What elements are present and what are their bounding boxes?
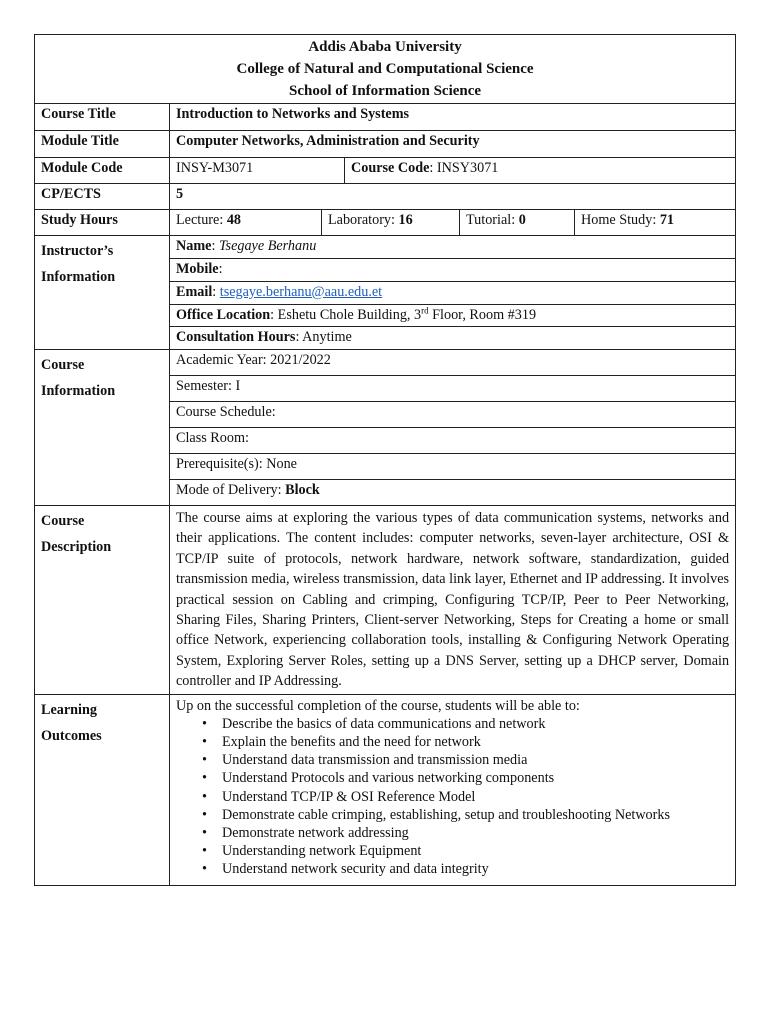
module-title-label: Module Title xyxy=(35,131,170,158)
lecture-label: Lecture: xyxy=(176,212,227,228)
office-floor-suffix: rd xyxy=(421,304,429,315)
class-room: Class Room: xyxy=(170,428,736,454)
consultation-cell xyxy=(170,327,736,350)
outcomes-label-line1: Learning xyxy=(41,701,97,718)
email-link[interactable]: tsegaye.berhanu@aau.edu.et xyxy=(219,283,383,300)
cp-ects-value: 5 xyxy=(170,184,736,210)
name-label: Name xyxy=(176,238,212,254)
instructor-office-cell xyxy=(170,304,736,327)
course-info-label-line1: Course xyxy=(41,357,85,373)
module-title-value: Computer Networks, Administration and Security xyxy=(170,131,736,158)
course-info-table xyxy=(34,34,736,886)
consultation-value: : Anytime xyxy=(295,329,352,346)
outcomes-label-line2: Outcomes xyxy=(41,727,102,744)
list-item: • Understand data transmission and transmission media xyxy=(222,751,729,769)
lab-hours xyxy=(322,210,460,236)
instructor-name: Tsegaye Berhanu xyxy=(218,238,317,254)
cp-ects-label: CP/ECTS xyxy=(35,184,170,210)
prerequisites: Prerequisite(s): None xyxy=(170,454,736,480)
mobile-value: : xyxy=(218,261,223,277)
study-hours-label: Study Hours xyxy=(35,210,170,236)
tutorial-label: Tutorial: xyxy=(466,212,519,228)
lab-value: 16 xyxy=(398,212,413,228)
home-study-label: Home Study: xyxy=(581,212,660,228)
course-title-value: Introduction to Networks and Systems xyxy=(170,104,736,131)
office-label: Office Location xyxy=(176,306,271,323)
outcomes-intro: Up on the successful completion of the course, students will be able to: xyxy=(176,697,580,714)
instructor-name-cell: Name: Tsegaye Berhanu xyxy=(170,236,736,259)
academic-year: Academic Year: 2021/2022 xyxy=(170,350,736,376)
consultation-label: Consultation Hours xyxy=(176,329,296,346)
mode-of-delivery xyxy=(170,480,736,506)
email-label: Email xyxy=(176,283,213,300)
learning-outcomes-label xyxy=(35,694,170,885)
office-value: : Eshetu Chole Building, 3 xyxy=(270,306,422,323)
learning-outcomes-row xyxy=(35,694,736,885)
home-study-value: 71 xyxy=(659,212,675,228)
cp-ects-row xyxy=(35,184,736,210)
delivery-label: Mode of Delivery: xyxy=(176,482,286,498)
module-code-value: INSY-M3071 xyxy=(170,158,345,184)
lecture-value: 48 xyxy=(226,212,241,228)
description-label-line1: Course xyxy=(41,513,85,529)
tutorial-hours xyxy=(460,210,575,236)
instructor-email-cell: Email: tsegaye.berhanu@aau.edu.et xyxy=(170,281,736,304)
instructor-label-line2: Information xyxy=(41,269,116,285)
course-code-value: : INSY3071 xyxy=(429,160,499,176)
list-item: • Explain the benefits and the need for network xyxy=(222,733,729,751)
college-name: College of Natural and Computational Science xyxy=(236,61,534,77)
office-room: Floor, Room #319 xyxy=(428,306,537,323)
study-hours-row xyxy=(35,210,736,236)
course-description-row xyxy=(35,506,736,695)
course-schedule: Course Schedule: xyxy=(170,402,736,428)
instructor-name-row xyxy=(35,236,736,259)
module-code-label: Module Code xyxy=(35,158,170,184)
list-item: • Demonstrate network addressing xyxy=(222,824,729,842)
list-item: • Understand network security and data integrity xyxy=(222,860,729,878)
delivery-value: Block xyxy=(285,482,320,498)
semester: Semester: I xyxy=(170,376,736,402)
course-title-label: Course Title xyxy=(35,104,170,131)
list-item: • Understanding network Equipment xyxy=(222,842,729,860)
list-item: • Understand TCP/IP & OSI Reference Model xyxy=(222,788,729,806)
lab-label: Laboratory: xyxy=(328,212,399,228)
academic-year-row xyxy=(35,350,736,376)
course-description-text: The course aims at exploring the various types of data communication systems, networks and their applications. The content includes: computer networks, seven-layer architecture, OSI & TCP/IP suite of protocols, network hardware, network software, standardization, guided transmission media, wireless transmission, data link layer, Ethernet and IP addressing. It involves practical session on Cabling and crimping, Configuring TCP/IP, Peer to Peer Networking, Sharing Files, Sharing Printers, Client-server Networking, Steps for Creating a home or small office Network, experiencing collaboration tools, installing & Configuring Network Operating System, Exploring Server Roles, setting up a DNS Server, setting up a DHCP server, Domain controller and IP Addressing. xyxy=(170,506,736,695)
outcomes-list xyxy=(176,715,729,879)
list-item: • Describe the basics of data communications and network xyxy=(222,715,729,733)
course-description-label xyxy=(35,506,170,695)
university-name: Addis Ababa University xyxy=(308,39,462,55)
instructor-info-label xyxy=(35,236,170,350)
module-title-row xyxy=(35,131,736,158)
mobile-label: Mobile xyxy=(176,261,219,277)
lecture-hours xyxy=(170,210,322,236)
instructor-label-line1: Instructor’s xyxy=(41,243,114,259)
course-code-cell xyxy=(345,158,736,184)
tutorial-value: 0 xyxy=(518,212,526,228)
description-label-line2: Description xyxy=(41,539,112,555)
module-code-row xyxy=(35,158,736,184)
document-header xyxy=(35,35,736,104)
header-row xyxy=(35,35,736,104)
instructor-mobile-cell xyxy=(170,259,736,282)
home-study-hours xyxy=(575,210,736,236)
learning-outcomes-cell xyxy=(170,694,736,885)
course-info-label-line2: Information xyxy=(41,383,116,399)
list-item: • Understand Protocols and various networking components xyxy=(222,769,729,787)
list-item: • Demonstrate cable crimping, establishing, setup and troubleshooting Networks xyxy=(222,806,729,824)
course-code-label: Course Code xyxy=(351,160,430,176)
course-info-label xyxy=(35,350,170,506)
course-title-row xyxy=(35,104,736,131)
school-name: School of Information Science xyxy=(288,83,482,99)
